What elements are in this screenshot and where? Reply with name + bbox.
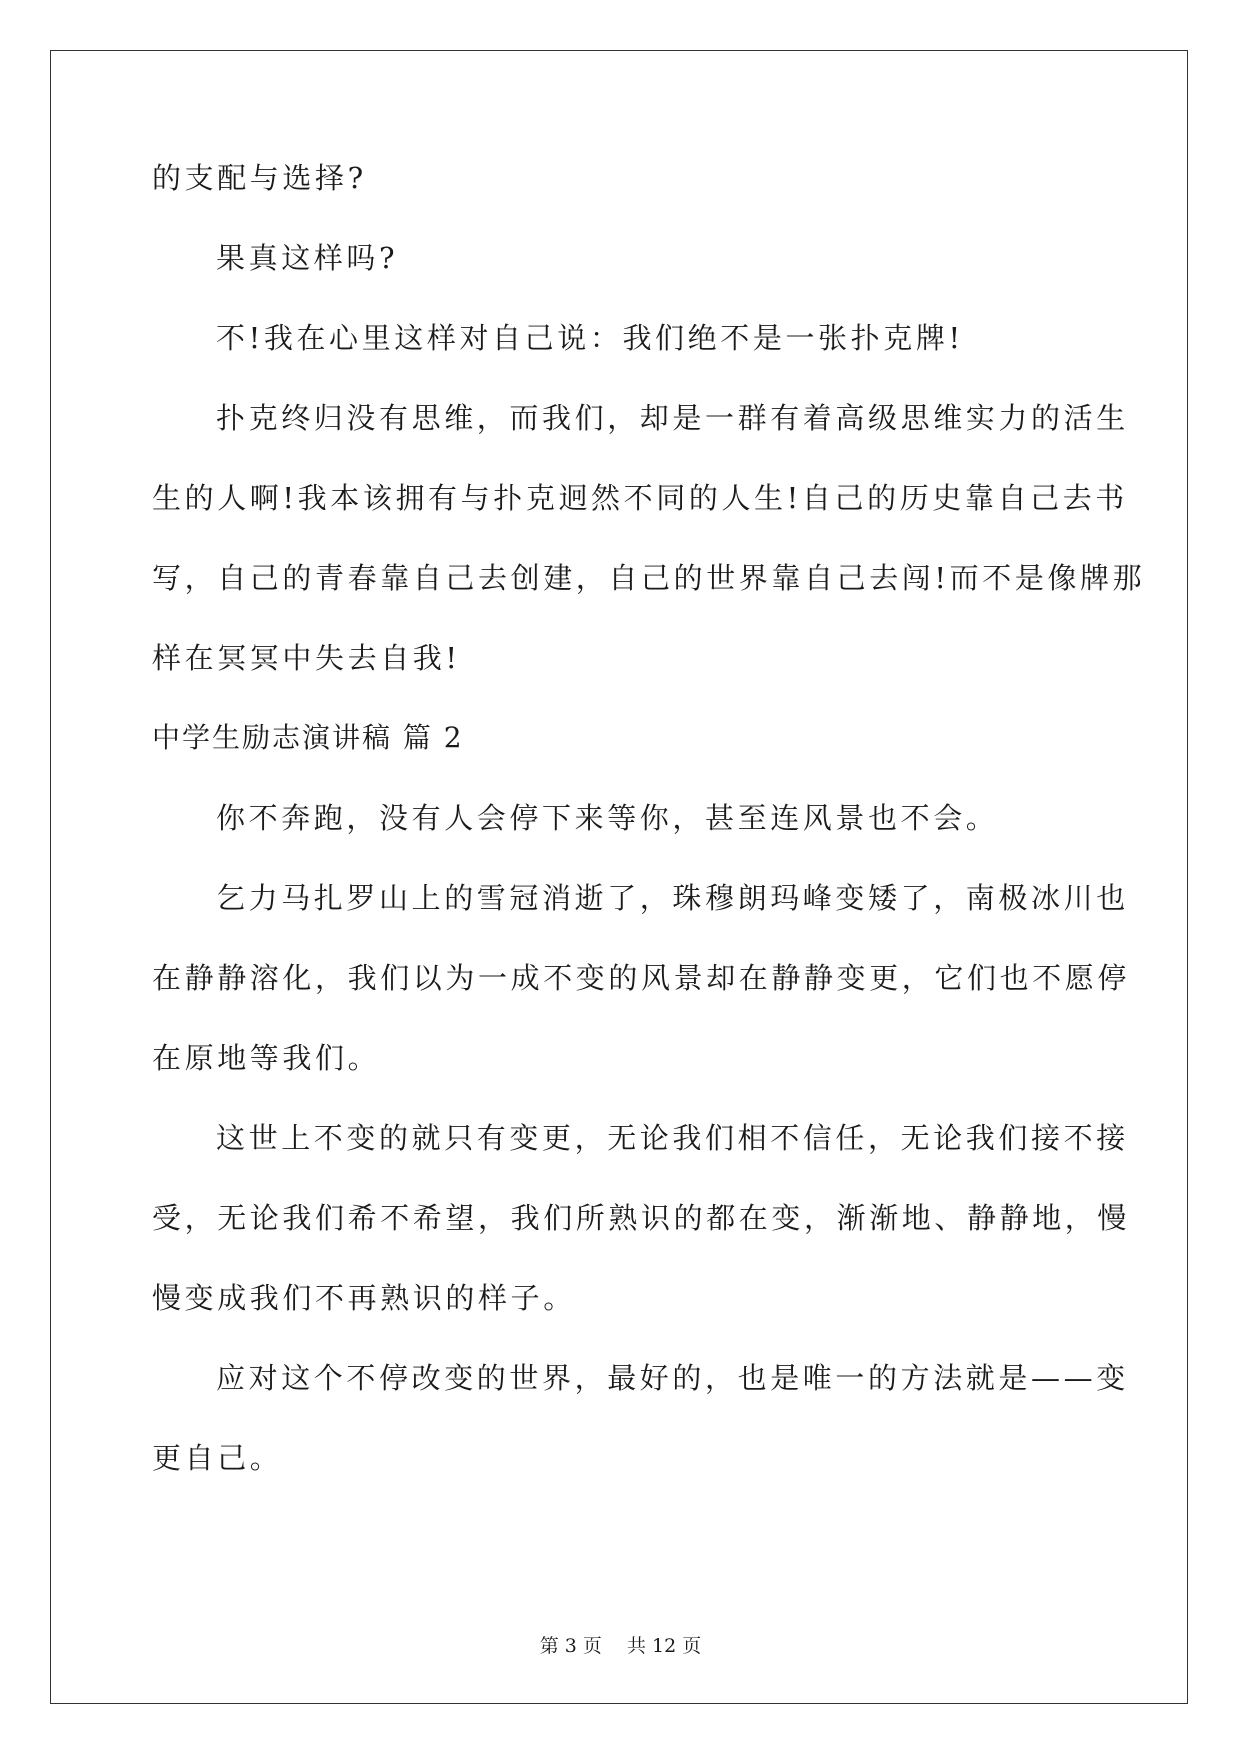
document-body <box>152 160 1146 1520</box>
text-line: 在原地等我们。 <box>152 1041 381 1075</box>
text-line: 写，自己的青春靠自己去创建，自己的世界靠自己去闯!而不是像牌那 <box>152 561 1146 595</box>
text-line: 样在冥冥中失去自我! <box>152 641 461 675</box>
text-line: 在静静溶化，我们以为一成不变的风景却在静静变更，它们也不愿停 <box>152 961 1131 995</box>
text-line: 乞力马扎罗山上的雪冠消逝了，珠穆朗玛峰变矮了，南极冰川也 <box>216 881 1129 915</box>
text-line: 受，无论我们希不希望，我们所熟识的都在变，渐渐地、静静地，慢 <box>152 1201 1131 1235</box>
text-line: 这世上不变的就只有变更，无论我们相不信任，无论我们接不接 <box>216 1121 1129 1155</box>
text-line: 慢变成我们不再熟识的样子。 <box>152 1281 576 1315</box>
section-heading: 中学生励志演讲稿 篇 2 <box>152 721 464 754</box>
text-line: 果真这样吗? <box>216 241 399 275</box>
text-line: 的支配与选择? <box>152 161 367 195</box>
text-line: 应对这个不停改变的世界，最好的，也是唯一的方法就是——变 <box>216 1361 1129 1395</box>
text-line: 不!我在心里这样对自己说：我们绝不是一张扑克牌! <box>216 321 964 355</box>
text-line: 生的人啊!我本该拥有与扑克迥然不同的人生!自己的历史靠自己去书 <box>152 481 1128 515</box>
page-number-footer: 第 3 页 共 12 页 <box>539 1635 702 1657</box>
text-line: 扑克终归没有思维，而我们，却是一群有着高级思维实力的活生 <box>216 401 1129 435</box>
text-line: 更自己。 <box>152 1441 283 1475</box>
text-line: 你不奔跑，没有人会停下来等你，甚至连风景也不会。 <box>216 801 999 835</box>
